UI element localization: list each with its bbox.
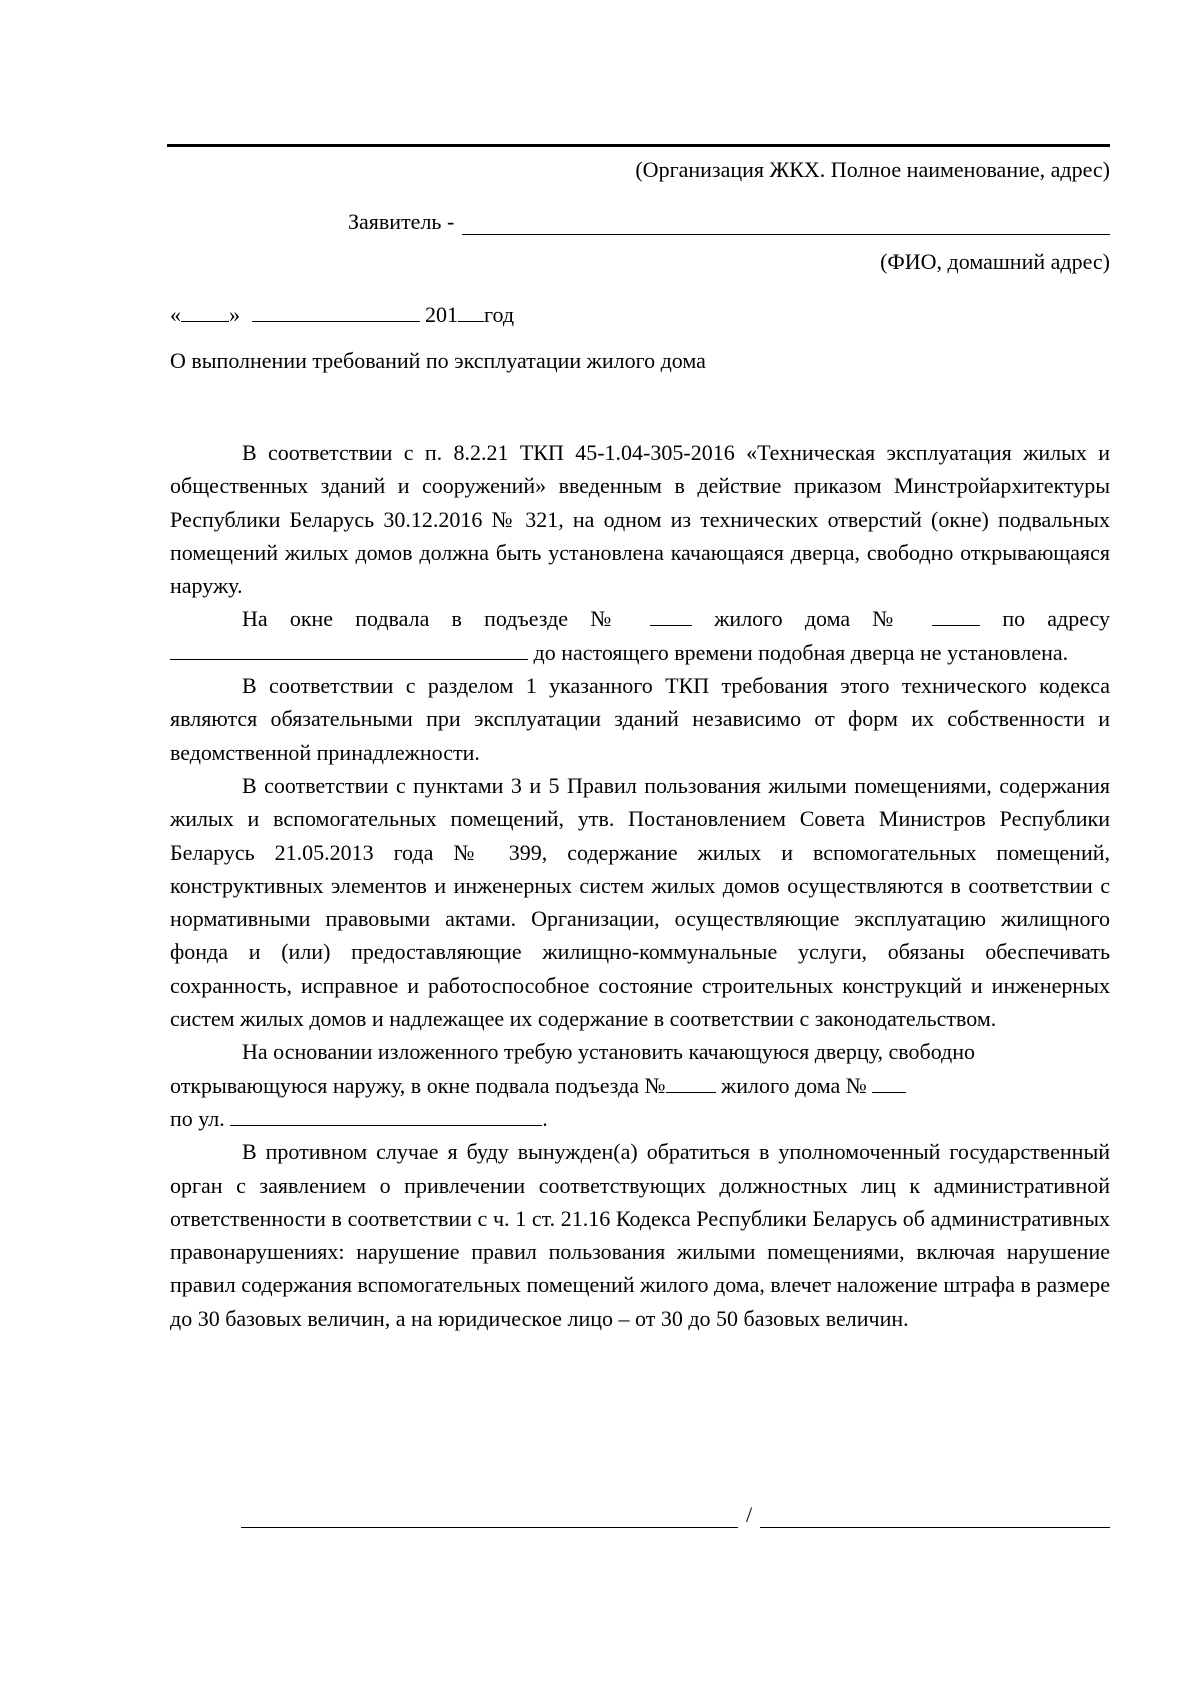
paragraph-3: В соответствии с разделом 1 указанного ТКП требования этого технического кодекса являются обязательными при эксплуатации зданий независимо от форм их собственности и ведомственной принадлежности. bbox=[170, 673, 1110, 765]
organization-caption: (Организация ЖКХ. Полное наименование, адрес) bbox=[635, 157, 1110, 182]
street-line: по ул. . bbox=[170, 1105, 548, 1131]
year-blank[interactable] bbox=[458, 301, 484, 322]
date-open-quote: « bbox=[170, 302, 181, 327]
house-number-blank[interactable] bbox=[932, 605, 980, 626]
signature-name-line[interactable] bbox=[760, 1505, 1110, 1528]
paragraph-5 bbox=[170, 1035, 1110, 1102]
signature-separator: / bbox=[746, 1502, 753, 1527]
street-label: по ул. bbox=[170, 1105, 225, 1131]
p2-text-b: жилого дома № bbox=[714, 606, 910, 632]
entrance-number-blank[interactable] bbox=[650, 605, 692, 626]
signature-row bbox=[241, 1502, 1110, 1528]
p2-text-c: по адресу bbox=[1002, 606, 1110, 632]
street-blank[interactable] bbox=[230, 1105, 542, 1126]
request-entrance-blank[interactable] bbox=[666, 1072, 716, 1093]
date-line bbox=[170, 301, 514, 328]
year-suffix: год bbox=[484, 302, 515, 327]
p5-text-a: На основании изложенного требую установить качающуюся дверцу, свободно открывающуюся наружу, в окне подвала подъезда № bbox=[170, 1039, 976, 1098]
date-close-quote: » bbox=[229, 302, 240, 327]
year-prefix: 201 bbox=[425, 302, 458, 327]
day-blank[interactable] bbox=[181, 301, 229, 322]
applicant-caption: (ФИО, домашний адрес) bbox=[880, 249, 1110, 274]
signature-line[interactable] bbox=[241, 1505, 738, 1528]
paragraph-2 bbox=[170, 602, 1110, 669]
p2-text-a: На окне подвала в подъезде № bbox=[242, 606, 628, 632]
paragraph-6: В противном случае я буду вынужден(а) обратиться в уполномоченный государственный орган с заявлением о привлечении соответствующих должностных лиц к административной ответственности в соответствии с ч. 1 ст. 21.16 Кодекса Республики Беларусь об административных правонарушениях: нарушение правил пользования жилыми помещениями, включая нарушение правил содержания вспомогательных помещений жилого дома, влечет наложение штрафа в размере до 30 базовых величин, а на юридическое лицо – от 30 до 50 базовых величин. bbox=[170, 1139, 1110, 1331]
p2-text-d: до настоящего времени подобная дверца не установлена. bbox=[533, 639, 1069, 665]
p5-text-b: жилого дома № bbox=[721, 1072, 867, 1098]
month-blank[interactable] bbox=[252, 301, 420, 322]
request-house-blank[interactable] bbox=[872, 1072, 906, 1093]
document-subject: О выполнении требований по эксплуатации жилого дома bbox=[170, 348, 706, 373]
paragraph-1: В соответствии с п. 8.2.21 ТКП 45-1.04-305-2016 «Техническая эксплуатация жилых и общественных зданий и сооружений» введенным в действие приказом Минстройархитектуры Республики Беларусь 30.12.2016 № 321, на одном из технических отверстий (окне) подвальных помещений жилых домов должна быть установлена качающаяся дверца, свободно открывающаяся наружу. bbox=[170, 440, 1110, 599]
document-body bbox=[170, 436, 1110, 1335]
paragraph-4: В соответствии с пунктами 3 и 5 Правил пользования жилыми помещениями, содержания жилых и вспомогательных помещений, утв. Постановлением Совета Министров Республики Беларусь 21.05.2013 года № 399, содержание жилых и вспомогательных помещений, конструктивных элементов и инженерных систем жилых домов осуществляются в соответствии с нормативными правовыми актами. Организации, осуществляющие эксплуатацию жилищного фонда и (или) предоставляющие жилищно-коммунальные услуги, обязаны обеспечивать сохранность, исправное и работоспособное состояние строительных конструкций и инженерных систем жилых домов и надлежащее их содержание в соответствии с законодательством. bbox=[170, 772, 1110, 1032]
address-blank[interactable] bbox=[170, 639, 528, 660]
organization-line[interactable] bbox=[167, 144, 1110, 147]
applicant-label: Заявитель - bbox=[348, 209, 455, 234]
applicant-row bbox=[348, 209, 1110, 235]
applicant-name-line[interactable] bbox=[462, 212, 1110, 235]
